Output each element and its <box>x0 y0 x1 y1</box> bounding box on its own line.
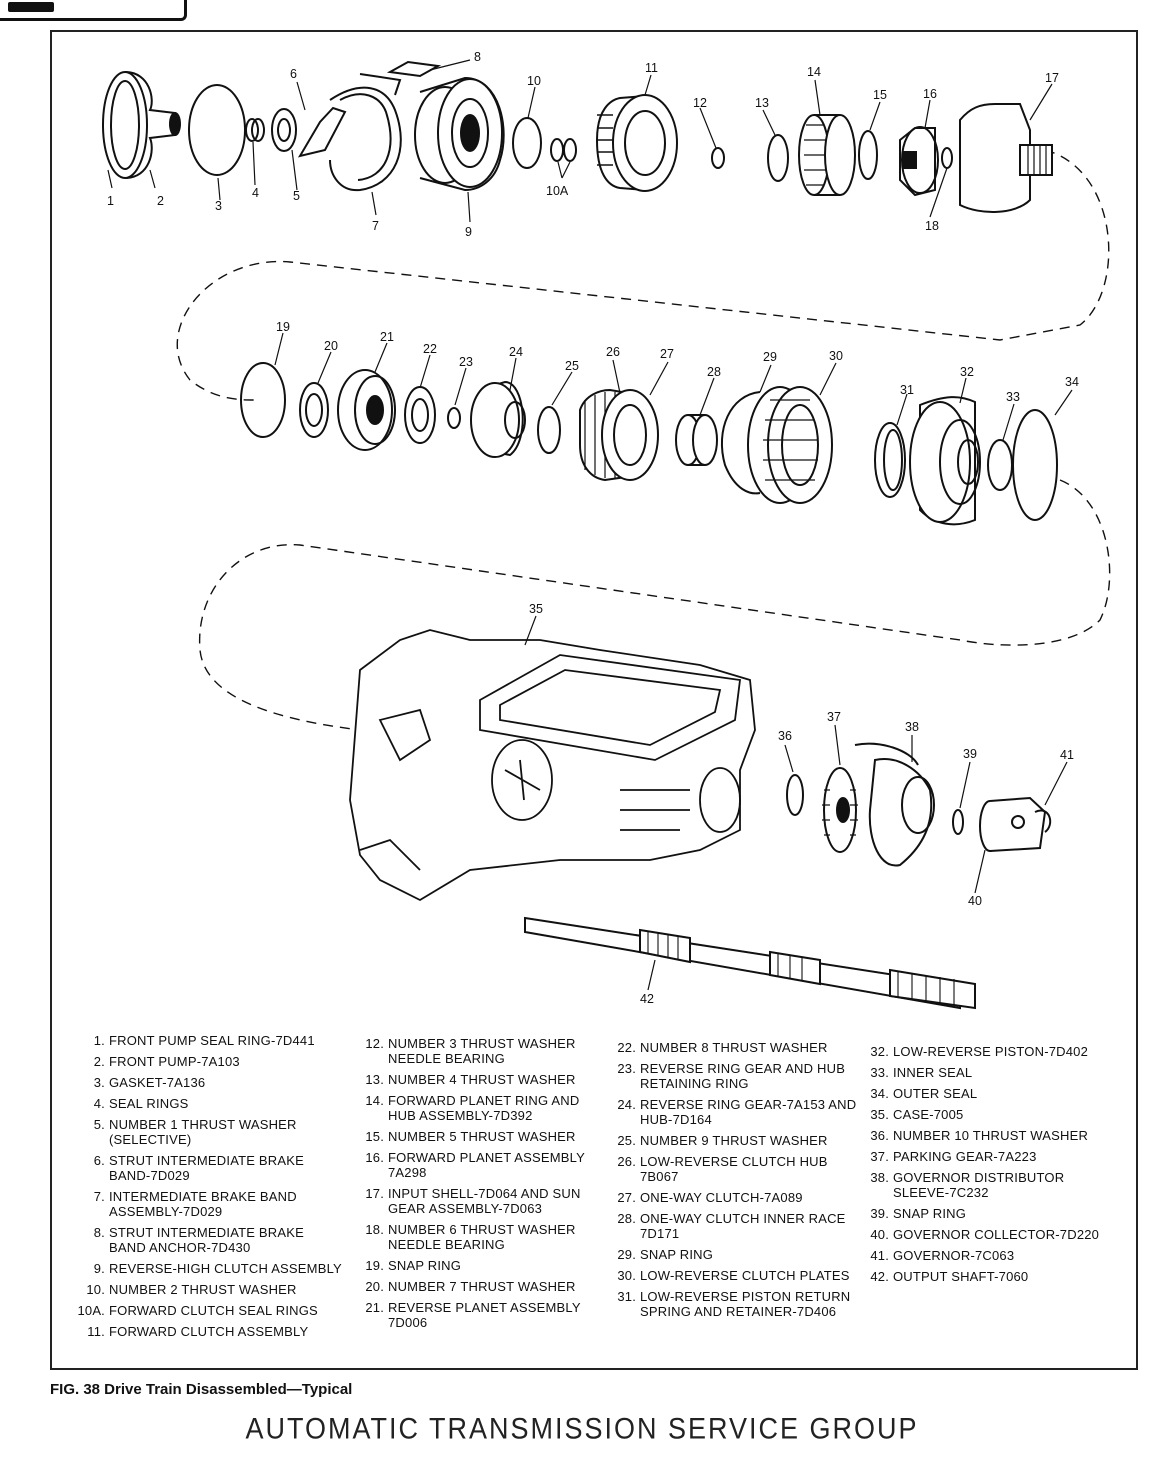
callout-16: 16 <box>923 87 937 101</box>
callout-35: 35 <box>529 602 543 616</box>
legend-item: 26. LOW-REVERSE CLUTCH HUB 7B067 <box>617 1154 828 1184</box>
callout-24: 24 <box>509 345 523 359</box>
callout-3: 3 <box>215 199 222 213</box>
legend-item: 5. NUMBER 1 THRUST WASHER (SELECTIVE) <box>93 1117 297 1147</box>
legend-item: 4. SEAL RINGS <box>93 1096 189 1111</box>
part-32-low-reverse-piston <box>910 397 980 524</box>
part-28-inner-race <box>676 415 717 465</box>
legend-item: 30. LOW-REVERSE CLUTCH PLATES <box>617 1268 850 1283</box>
callout-19: 19 <box>276 320 290 334</box>
part-30-clutch-plates <box>748 387 832 503</box>
callout-26: 26 <box>606 345 620 359</box>
callout-1: 1 <box>107 194 114 208</box>
figure-caption: FIG. 38 Drive Train Disassembled—Typical <box>50 1381 353 1398</box>
callout-36: 36 <box>778 729 792 743</box>
callout-37: 37 <box>827 710 841 724</box>
part-12-needle-bearing <box>712 148 724 168</box>
callout-29: 29 <box>763 350 777 364</box>
legend-item: 14. FORWARD PLANET RING AND HUB ASSEMBLY-7D392 <box>365 1093 580 1123</box>
legend-item: 41. GOVERNOR-7C063 <box>870 1248 1015 1263</box>
part-26-27-low-reverse-hub-one-way-clutch <box>580 390 658 480</box>
part-9-reverse-high-clutch <box>415 78 504 190</box>
callout-41: 41 <box>1060 748 1074 762</box>
legend-item: 28. ONE-WAY CLUTCH INNER RACE 7D171 <box>617 1211 846 1241</box>
callout-32: 32 <box>960 365 974 379</box>
legend-item: 24. REVERSE RING GEAR-7A153 AND HUB-7D164 <box>617 1097 857 1127</box>
legend-item: 22. NUMBER 8 THRUST WASHER <box>617 1040 828 1055</box>
part-37-parking-gear <box>822 768 858 852</box>
callout-12: 12 <box>693 96 707 110</box>
callout-21: 21 <box>380 330 394 344</box>
legend-item: 36. NUMBER 10 THRUST WASHER <box>870 1128 1089 1143</box>
legend-item: 1. FRONT PUMP SEAL RING-7D441 <box>93 1033 315 1048</box>
part-10a-seal-rings <box>551 139 563 161</box>
legend-item: 40. GOVERNOR COLLECTOR-7D220 <box>870 1227 1100 1242</box>
callout-6: 6 <box>290 67 297 81</box>
callout-13: 13 <box>755 96 769 110</box>
part-34-outer-seal <box>1013 410 1057 520</box>
legend-item: 16. FORWARD PLANET ASSEMBLY 7A298 <box>365 1150 585 1180</box>
callout-10: 10 <box>527 74 541 88</box>
part-20-thrust-washer <box>300 383 328 437</box>
legend-item: 3. GASKET-7A136 <box>93 1075 206 1090</box>
part-42-output-shaft <box>525 918 975 1008</box>
part-35-case <box>350 630 755 900</box>
legend-item: 20. NUMBER 7 THRUST WASHER <box>365 1279 576 1294</box>
callout-9: 9 <box>465 225 472 239</box>
legend-column-4 <box>862 1044 1122 1290</box>
callout-10a: 10A <box>546 184 569 198</box>
part-17-input-shell <box>960 104 1052 212</box>
legend-column-3 <box>610 1040 865 1325</box>
part-23-retaining-ring <box>448 408 460 428</box>
legend-item: 18. NUMBER 6 THRUST WASHER NEEDLE BEARING <box>365 1222 576 1252</box>
callout-23: 23 <box>459 355 473 369</box>
legend-item: 25. NUMBER 9 THRUST WASHER <box>617 1133 828 1148</box>
legend-item: 38. GOVERNOR DISTRIBUTOR SLEEVE-7C232 <box>870 1170 1065 1200</box>
part-36-thrust-washer <box>787 775 803 815</box>
callout-40: 40 <box>968 894 982 908</box>
legend-item: 2. FRONT PUMP-7A103 <box>93 1054 240 1069</box>
legend-item: 31. LOW-REVERSE PISTON RETURN SPRING AND RETAINER-7D406 <box>617 1289 851 1319</box>
legend-item: 33. INNER SEAL <box>870 1065 973 1080</box>
callout-38: 38 <box>905 720 919 734</box>
callout-8: 8 <box>474 50 481 64</box>
legend-item: 13. NUMBER 4 THRUST WASHER <box>365 1072 576 1087</box>
part-24-reverse-ring-gear <box>471 382 525 457</box>
callout-7: 7 <box>372 219 379 233</box>
legend-item: 10A. FORWARD CLUTCH SEAL RINGS <box>77 1303 318 1318</box>
part-11-forward-clutch <box>597 95 677 191</box>
callout-5: 5 <box>293 189 300 203</box>
legend-item: 34. OUTER SEAL <box>870 1086 978 1101</box>
legend-item: 29. SNAP RING <box>617 1247 714 1262</box>
callout-27: 27 <box>660 347 674 361</box>
callout-31: 31 <box>900 383 914 397</box>
callout-22: 22 <box>423 342 437 356</box>
part-15-thrust-washer <box>859 131 877 179</box>
legend-item: 32. LOW-REVERSE PISTON-7D402 <box>870 1044 1089 1059</box>
part-16-forward-planet <box>900 127 938 195</box>
callout-17: 17 <box>1045 71 1059 85</box>
callout-33: 33 <box>1006 390 1020 404</box>
callout-39: 39 <box>963 747 977 761</box>
callout-14: 14 <box>807 65 821 79</box>
callout-15: 15 <box>873 88 887 102</box>
callout-42: 42 <box>640 992 654 1006</box>
part-40-41-governor <box>980 798 1050 851</box>
legend-item: 8. STRUT INTERMEDIATE BRAKE BAND ANCHOR-7D430 <box>93 1225 305 1255</box>
legend-item: 21. REVERSE PLANET ASSEMBLY 7D006 <box>365 1300 581 1330</box>
legend-item: 6. STRUT INTERMEDIATE BRAKE BAND-7D029 <box>93 1153 305 1183</box>
part-31-return-spring <box>875 423 905 497</box>
legend-item: 23. REVERSE RING GEAR AND HUB RETAINING RING <box>617 1061 846 1091</box>
legend-column-1 <box>68 1033 358 1345</box>
callout-30: 30 <box>829 349 843 363</box>
legend-item: 15. NUMBER 5 THRUST WASHER <box>365 1129 576 1144</box>
part-10-thrust-washer <box>513 118 541 168</box>
legend-item: 11. FORWARD CLUTCH ASSEMBLY <box>87 1324 309 1339</box>
legend-item: 7. INTERMEDIATE BRAKE BAND ASSEMBLY-7D029 <box>93 1189 297 1219</box>
callout-25: 25 <box>565 359 579 373</box>
part-33-inner-seal <box>988 440 1012 490</box>
callout-20: 20 <box>324 339 338 353</box>
callout-34: 34 <box>1065 375 1079 389</box>
legend-item: 35. CASE-7005 <box>870 1107 964 1122</box>
legend-item: 12. NUMBER 3 THRUST WASHER NEEDLE BEARING <box>365 1036 576 1066</box>
legend-item: 27. ONE-WAY CLUTCH-7A089 <box>617 1190 803 1205</box>
legend-column-2 <box>355 1036 610 1336</box>
legend-item: 19. SNAP RING <box>365 1258 462 1273</box>
callout-4: 4 <box>252 186 259 200</box>
callout-11: 11 <box>645 61 658 75</box>
part-21-reverse-planet <box>338 370 395 450</box>
callout-2: 2 <box>157 194 164 208</box>
part-25-thrust-washer <box>538 407 560 453</box>
legend-item: 9. REVERSE-HIGH CLUTCH ASSEMBLY <box>93 1261 342 1276</box>
part-39-snap-ring <box>953 810 963 834</box>
part-22-thrust-washer <box>405 387 435 443</box>
legend-item: 17. INPUT SHELL-7D064 AND SUN GEAR ASSEMBLY-7D063 <box>365 1186 581 1216</box>
callout-28: 28 <box>707 365 721 379</box>
part-7-brake-band <box>330 74 401 190</box>
part-3-gasket <box>189 85 245 175</box>
part-6-strut <box>300 108 345 156</box>
legend-item: 39. SNAP RING <box>870 1206 967 1221</box>
legend-item: 37. PARKING GEAR-7A223 <box>870 1149 1037 1164</box>
callout-18: 18 <box>925 219 939 233</box>
part-13-thrust-washer <box>768 135 788 181</box>
part-5-thrust-washer <box>272 109 296 151</box>
part-38-distributor-sleeve <box>855 744 934 866</box>
part-1-2-front-pump <box>103 72 180 178</box>
part-18-needle-bearing <box>942 148 952 168</box>
legend-item: 10. NUMBER 2 THRUST WASHER <box>86 1282 297 1297</box>
publisher-footer: AUTOMATIC TRANSMISSION SERVICE GROUP <box>245 1412 919 1446</box>
part-8-strut-anchor <box>390 62 438 76</box>
callout-labels <box>107 50 1079 1006</box>
part-14-forward-planet-ring <box>799 115 855 195</box>
legend-item: 42. OUTPUT SHAFT-7060 <box>870 1269 1029 1284</box>
